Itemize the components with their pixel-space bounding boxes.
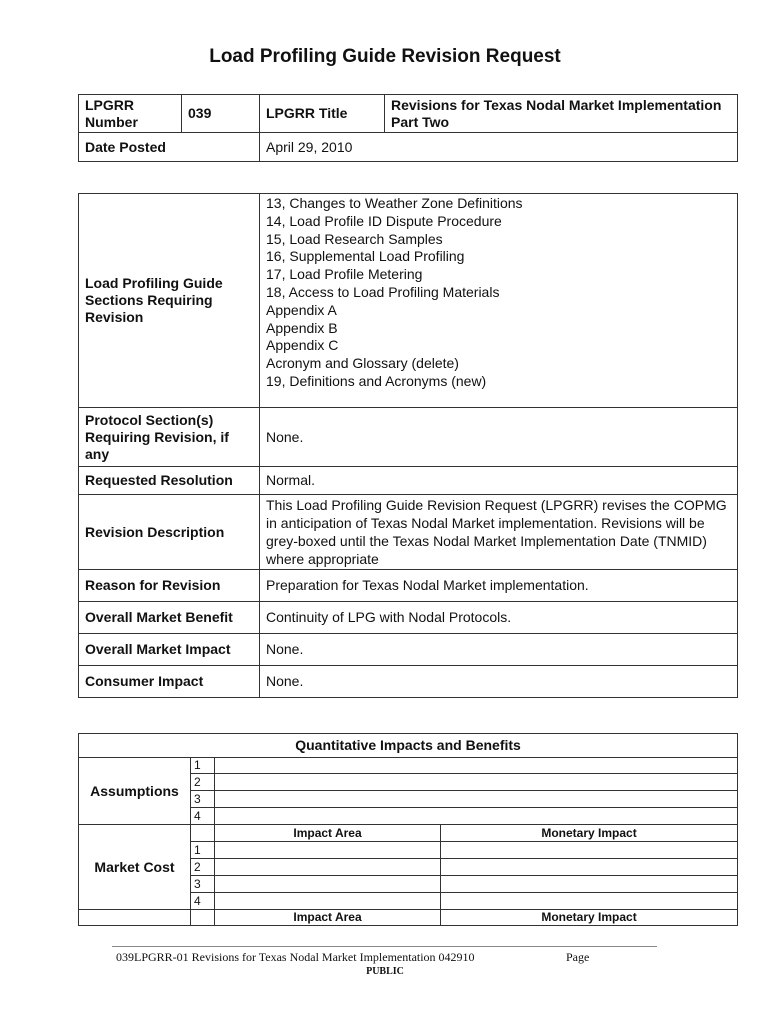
impact-area-cell[interactable] bbox=[215, 876, 441, 893]
blank-cell bbox=[79, 910, 191, 926]
protocol-label: Protocol Section(s) Requiring Revision, if any bbox=[79, 408, 260, 467]
lpgrr-number-label: LPGRR Number bbox=[79, 95, 182, 133]
reason-label: Reason for Revision bbox=[79, 570, 260, 602]
details-table bbox=[78, 193, 738, 698]
section-item: 18, Access to Load Profiling Materials bbox=[266, 283, 500, 300]
monetary-impact-header: Monetary Impact bbox=[441, 825, 738, 842]
section-item: 17, Load Profile Metering bbox=[266, 266, 423, 283]
quantitative-title: Quantitative Impacts and Benefits bbox=[79, 734, 738, 758]
impact-area-cell[interactable] bbox=[215, 859, 441, 876]
description-value: This Load Profiling Guide Revision Request (LPGRR) revises the COPMG in anticipation of Texas Nodal Market implementation. Revisions will be grey-boxed until the Texas Nodal Market Implementation Date (TNMID) where appropriate bbox=[260, 495, 738, 570]
reason-value: Preparation for Texas Nodal Market implementation. bbox=[260, 570, 738, 602]
benefit-label: Overall Market Benefit bbox=[79, 602, 260, 634]
monetary-impact-cell[interactable] bbox=[441, 876, 738, 893]
section-item: Acronym and Glossary (delete) bbox=[266, 355, 459, 372]
row-number: 3 bbox=[191, 791, 215, 808]
impact-area-header: Impact Area bbox=[215, 825, 441, 842]
row-number: 3 bbox=[191, 876, 215, 893]
footer-classification: PUBLIC bbox=[366, 966, 404, 977]
consumer-impact-label: Consumer Impact bbox=[79, 666, 260, 698]
date-posted-value: April 29, 2010 bbox=[260, 133, 738, 162]
row-number: 4 bbox=[191, 808, 215, 825]
row-number: 2 bbox=[191, 859, 215, 876]
date-posted-label: Date Posted bbox=[79, 133, 260, 162]
market-cost-label: Market Cost bbox=[79, 825, 191, 910]
description-label: Revision Description bbox=[79, 495, 260, 570]
header-table bbox=[78, 94, 738, 162]
resolution-value: Normal. bbox=[260, 467, 738, 495]
monetary-impact-cell[interactable] bbox=[441, 859, 738, 876]
row-number-blank bbox=[191, 825, 215, 842]
assumption-cell[interactable] bbox=[215, 808, 738, 825]
impact-area-cell[interactable] bbox=[215, 842, 441, 859]
section-item: 16, Supplemental Load Profiling bbox=[266, 248, 465, 265]
resolution-label: Requested Resolution bbox=[79, 467, 260, 495]
consumer-impact-value: None. bbox=[260, 666, 738, 698]
quantitative-table bbox=[78, 733, 738, 926]
row-number: 1 bbox=[191, 842, 215, 859]
sections-list bbox=[260, 194, 738, 408]
assumption-cell[interactable] bbox=[215, 791, 738, 808]
row-number-blank bbox=[191, 910, 215, 926]
lpgrr-title-label: LPGRR Title bbox=[260, 95, 385, 133]
assumption-cell[interactable] bbox=[215, 774, 738, 791]
row-number: 1 bbox=[191, 758, 215, 774]
section-item: 13, Changes to Weather Zone Definitions bbox=[266, 195, 523, 211]
footer-doc-name: 039LPGRR-01 Revisions for Texas Nodal Market Implementation 042910 bbox=[116, 950, 475, 964]
benefit-value: Continuity of LPG with Nodal Protocols. bbox=[260, 602, 738, 634]
monetary-impact-header: Monetary Impact bbox=[441, 910, 738, 926]
section-item: 14, Load Profile ID Dispute Procedure bbox=[266, 212, 502, 229]
monetary-impact-cell[interactable] bbox=[441, 842, 738, 859]
section-item: Appendix C bbox=[266, 337, 339, 354]
market-impact-value: None. bbox=[260, 634, 738, 666]
row-number: 2 bbox=[191, 774, 215, 791]
impact-area-cell[interactable] bbox=[215, 893, 441, 910]
market-impact-label: Overall Market Impact bbox=[79, 634, 260, 666]
lpgrr-number-value: 039 bbox=[182, 95, 260, 133]
page-title: Load Profiling Guide Revision Request bbox=[209, 46, 561, 67]
section-item: 15, Load Research Samples bbox=[266, 230, 443, 247]
impact-area-header: Impact Area bbox=[215, 910, 441, 926]
row-number: 4 bbox=[191, 893, 215, 910]
lpgrr-title-value: Revisions for Texas Nodal Market Implementation Part Two bbox=[385, 95, 738, 133]
assumptions-label: Assumptions bbox=[79, 758, 191, 825]
assumption-cell[interactable] bbox=[215, 758, 738, 774]
footer-divider bbox=[112, 946, 657, 947]
monetary-impact-cell[interactable] bbox=[441, 893, 738, 910]
protocol-value: None. bbox=[260, 408, 738, 467]
footer-page-label: Page bbox=[566, 950, 590, 964]
section-item: Appendix B bbox=[266, 319, 338, 336]
sections-label: Load Profiling Guide Sections Requiring Revision bbox=[79, 194, 260, 408]
section-item: 19, Definitions and Acronyms (new) bbox=[266, 372, 487, 389]
section-item: Appendix A bbox=[266, 301, 337, 318]
